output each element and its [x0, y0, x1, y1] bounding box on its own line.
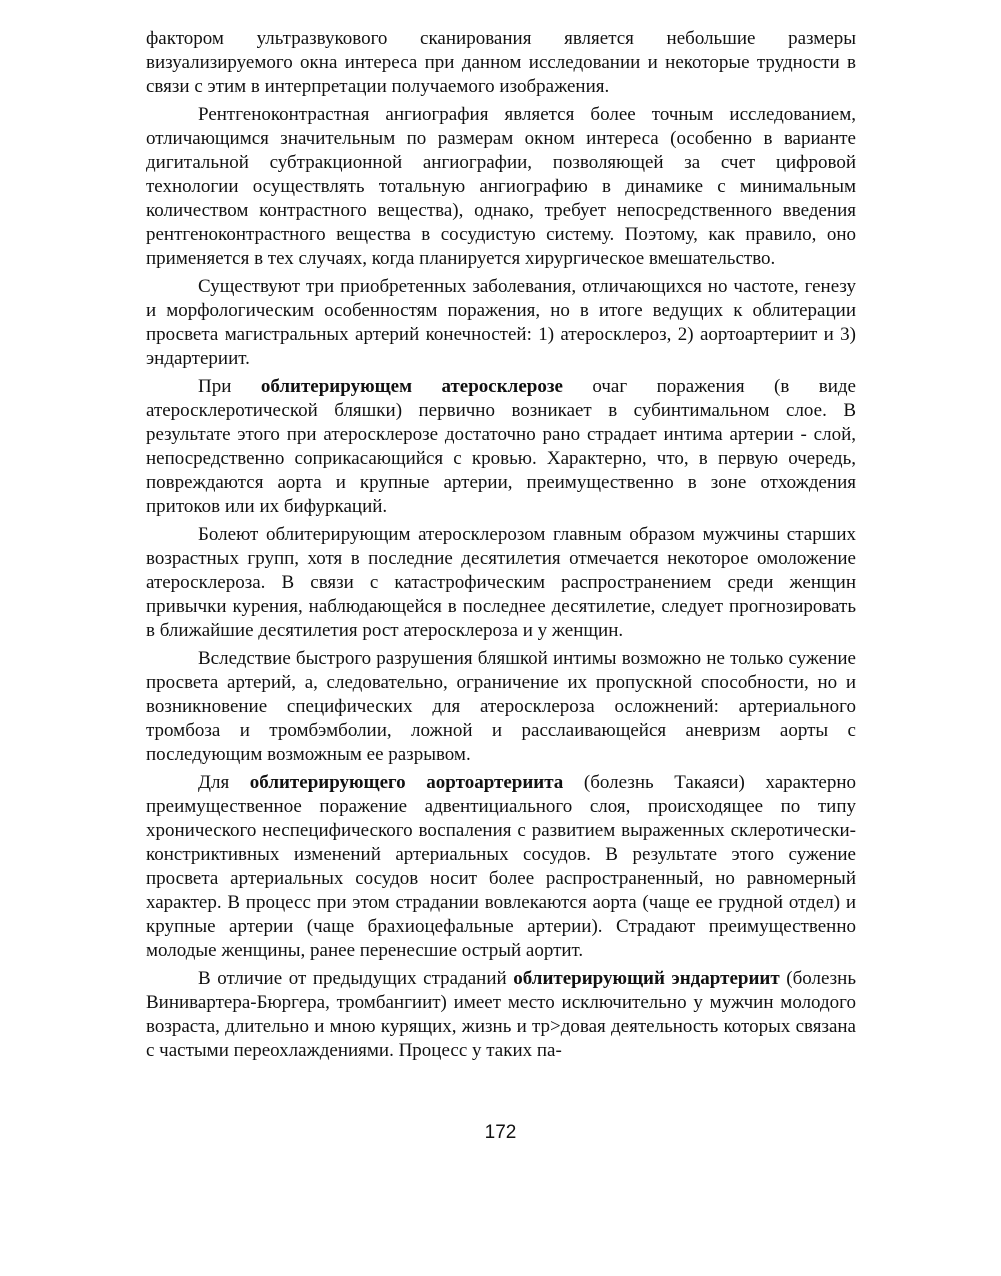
- page-number: 172: [484, 1122, 517, 1143]
- paragraph-text: Рентгеноконтрастная ангиография является более точным исследованием, отличающимся значительным по размерам окном интереса (особенно в варианте дигитальной субтракционной ангиографии, позволяющей за счет цифровой технологии осуществлять тотальную ангиографию в динамике с минимальным количеством контрастного вещества), однако, требует непосредственного введения рентгеноконтрастного вещества в сосудистую систему. Поэтому, как правило, оно применяется в тех случаях, когда планируется хирургическое вмешательство.: [146, 104, 856, 269]
- paragraph-text-lead: Для: [198, 772, 250, 793]
- paragraph-three-diseases: [146, 275, 856, 371]
- paragraph-term-bold: облитерирующий эндартериит: [513, 968, 780, 989]
- paragraph-term-bold: облитерирующем атеросклерозе: [260, 376, 563, 397]
- paragraph-text-lead: В отличие от предыдущих страданий: [198, 968, 514, 989]
- paragraph-text: фактором ультразвукового сканирования является небольшие размеры визуализируемого окна интереса при данном исследовании и некоторые трудности в связи с этим в интерпретации получаемого изображения.: [146, 28, 856, 97]
- paragraph-atherosclerosis-complications: [146, 647, 856, 767]
- paragraph-text-lead: При: [198, 376, 261, 397]
- paragraph-term-bold: облитерирующего аортоартериита: [249, 772, 564, 793]
- paragraph-text-rest: (болезнь Винивартера-Бюргера, тромбангиит) имеет место исключительно у мужчин молодого возраста, длительно и мною курящих, жизнь и тр>довая деятельность которых связана с частыми переохлаждениями. Процесс у таких па-: [146, 968, 856, 1061]
- paragraph-atherosclerosis: [146, 375, 856, 519]
- paragraph-atherosclerosis-epidemiology: [146, 523, 856, 643]
- paragraph-ultrasound-limitations: [146, 27, 856, 99]
- paragraph-endarteritis: [146, 967, 856, 1063]
- paragraph-text: Вследствие быстрого разрушения бляшкой интимы возможно не только сужение просвета артерий, а, следовательно, ограничение их пропускной способности, но и возникновение специфических для атеросклероза осложнений: артериального тромбоза и тромбэмболии, ложной и расслаивающейся аневризм аорты с последующим возможным ее разрывом.: [146, 648, 856, 765]
- paragraph-angiography: [146, 103, 856, 271]
- paragraph-aortoarteritis: [146, 771, 856, 963]
- paragraph-text: Болеют облитерирующим атеросклерозом главным образом мужчины старших возрастных групп, хотя в последние десятилетия отмечается некоторое омоложение атеросклероза. В связи с катастрофическим распространением среди женщин привычки курения, наблюдающейся в последнее десятилетие, следует прогнозировать в ближайшие десятилетия рост атеросклероза и у женщин.: [146, 524, 856, 641]
- body-text: [146, 27, 856, 1067]
- paragraph-text-rest: очаг поражения (в виде атеросклеротической бляшки) первично возникает в субинтимальном слое. В результате этого при атеросклерозе достаточно рано страдает интима артерии - слой, непосредственно соприкасающийся с кровью. Характерно, что, в первую очередь, повреждаются аорта и крупные артерии, преимущественно в зоне отхождения притоков или их бифуркаций.: [146, 376, 856, 517]
- paragraph-text: Существуют три приобретенных заболевания, отличающихся но частоте, генезу и морфологическим особенностям поражения, но в итоге ведущих к облитерации просвета магистральных артерий конечностей: 1) атеросклероз, 2) аортоартериит и 3) эндартериит.: [146, 276, 856, 369]
- paragraph-text-rest: (болезнь Такаяси) характерно преимущественное поражение адвентициального слоя, происходящее по типу хронического неспецифического воспаления с развитием выраженных склеротически-констриктивных изменений артериальных сосудов. В результате этого сужение просвета артериальных сосудов носит более распространенный, но равномерный характер. В процесс при этом страдании вовлекаются аорта (чаще ее грудной отдел) и крупные артерии (чаще брахиоцефальные артерии). Страдают преимущественно молодые женщины, ранее перенесшие острый аортит.: [146, 772, 856, 961]
